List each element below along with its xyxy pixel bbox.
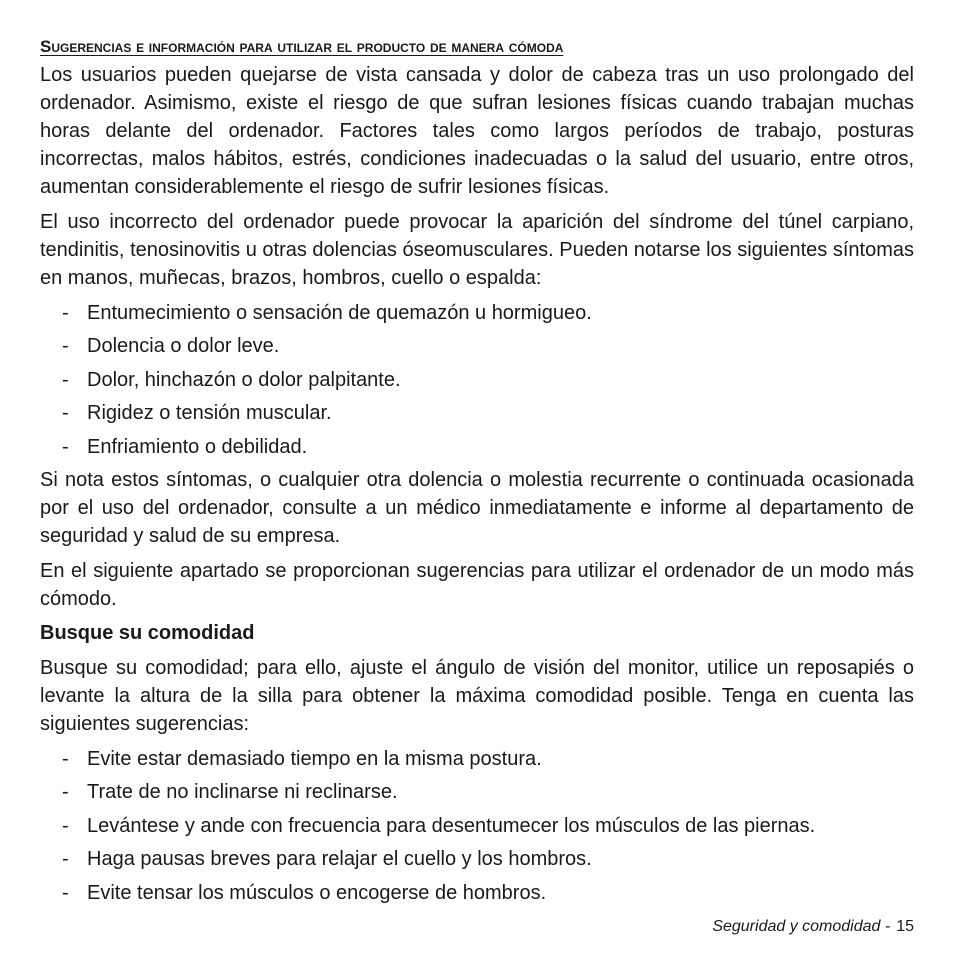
page-footer xyxy=(712,917,914,937)
list-item: - Dolor, hinchazón o dolor palpitante. xyxy=(40,366,914,394)
footer-section-name: Seguridad y comodidad - xyxy=(712,918,891,935)
dash-bullet: - xyxy=(62,781,69,804)
document-page xyxy=(40,36,914,912)
list-item: - Evite estar demasiado tiempo en la misma postura. xyxy=(40,745,914,773)
list-item: - Rigidez o tensión muscular. xyxy=(40,399,914,427)
dash-bullet: - xyxy=(62,368,69,391)
paragraph-next-section: En el siguiente apartado se proporcionan sugerencias para utilizar el ordenador de un modo más cómodo. xyxy=(40,559,914,610)
dash-bullet: - xyxy=(62,435,69,458)
dash-bullet: - xyxy=(62,881,69,904)
symptoms-list xyxy=(40,299,914,461)
list-item: - Trate de no inclinarse ni reclinarse. xyxy=(40,778,914,806)
dash-bullet: - xyxy=(62,302,69,324)
dash-bullet: - xyxy=(62,814,69,837)
tips-list xyxy=(40,745,914,907)
list-item: - Entumecimiento o sensación de quemazón u hormigueo. xyxy=(40,299,914,327)
dash-bullet: - xyxy=(62,335,69,358)
list-item: - Haga pausas breves para relajar el cuello y los hombros. xyxy=(40,845,914,873)
paragraph-intro: Los usuarios pueden quejarse de vista cansada y dolor de cabeza tras un uso prolongado del ordenador. Asimismo, existe el riesgo de que sufran lesiones físicas cuando trabajan muchas horas delante del ordenador. Factores tales como largos períodos de trabajo, posturas incorrectas, malos hábitos, estrés, condiciones inadecuadas o la salud del usuario, entre otros, aumentan considerablemente el riesgo de sufrir lesiones físicas. xyxy=(40,64,914,198)
dash-bullet: - xyxy=(62,747,69,770)
list-item: - Evite tensar los músculos o encogerse de hombros. xyxy=(40,879,914,907)
list-item: - Dolencia o dolor leve. xyxy=(40,332,914,360)
section-title: Sugerencias e información para utilizar el producto de manera cómoda xyxy=(40,37,564,56)
list-item: - Levántese y ande con frecuencia para desentumecer los músculos de las piernas. xyxy=(40,812,914,840)
paragraph-comfort: Busque su comodidad; para ello, ajuste el ángulo de visión del monitor, utilice un reposapiés o levante la altura de la silla para obtener la máxima comodidad posible. Tenga en cuenta las siguientes sugerencias: xyxy=(40,656,914,735)
dash-bullet: - xyxy=(62,402,69,425)
paragraph-symptoms-intro: El uso incorrecto del ordenador puede provocar la aparición del síndrome del túnel carpiano, tendinitis, tenosinovitis u otras dolencias óseomusculares. Pueden notarse los siguientes síntomas en manos, muñecas, brazos, hombros, cuello o espalda: xyxy=(40,211,914,289)
dash-bullet: - xyxy=(62,848,69,871)
paragraph-consult-doctor: Si nota estos síntomas, o cualquier otra dolencia o molestia recurrente o continuada ocasionada por el uso del ordenador, consulte a un médico inmediatamente e informe al departamento de seguridad y salud de su empresa. xyxy=(40,468,914,547)
subheading-comfort: Busque su comodidad xyxy=(40,621,255,644)
list-item: - Enfriamiento o debilidad. xyxy=(40,433,914,461)
page-number: 15 xyxy=(896,918,914,935)
